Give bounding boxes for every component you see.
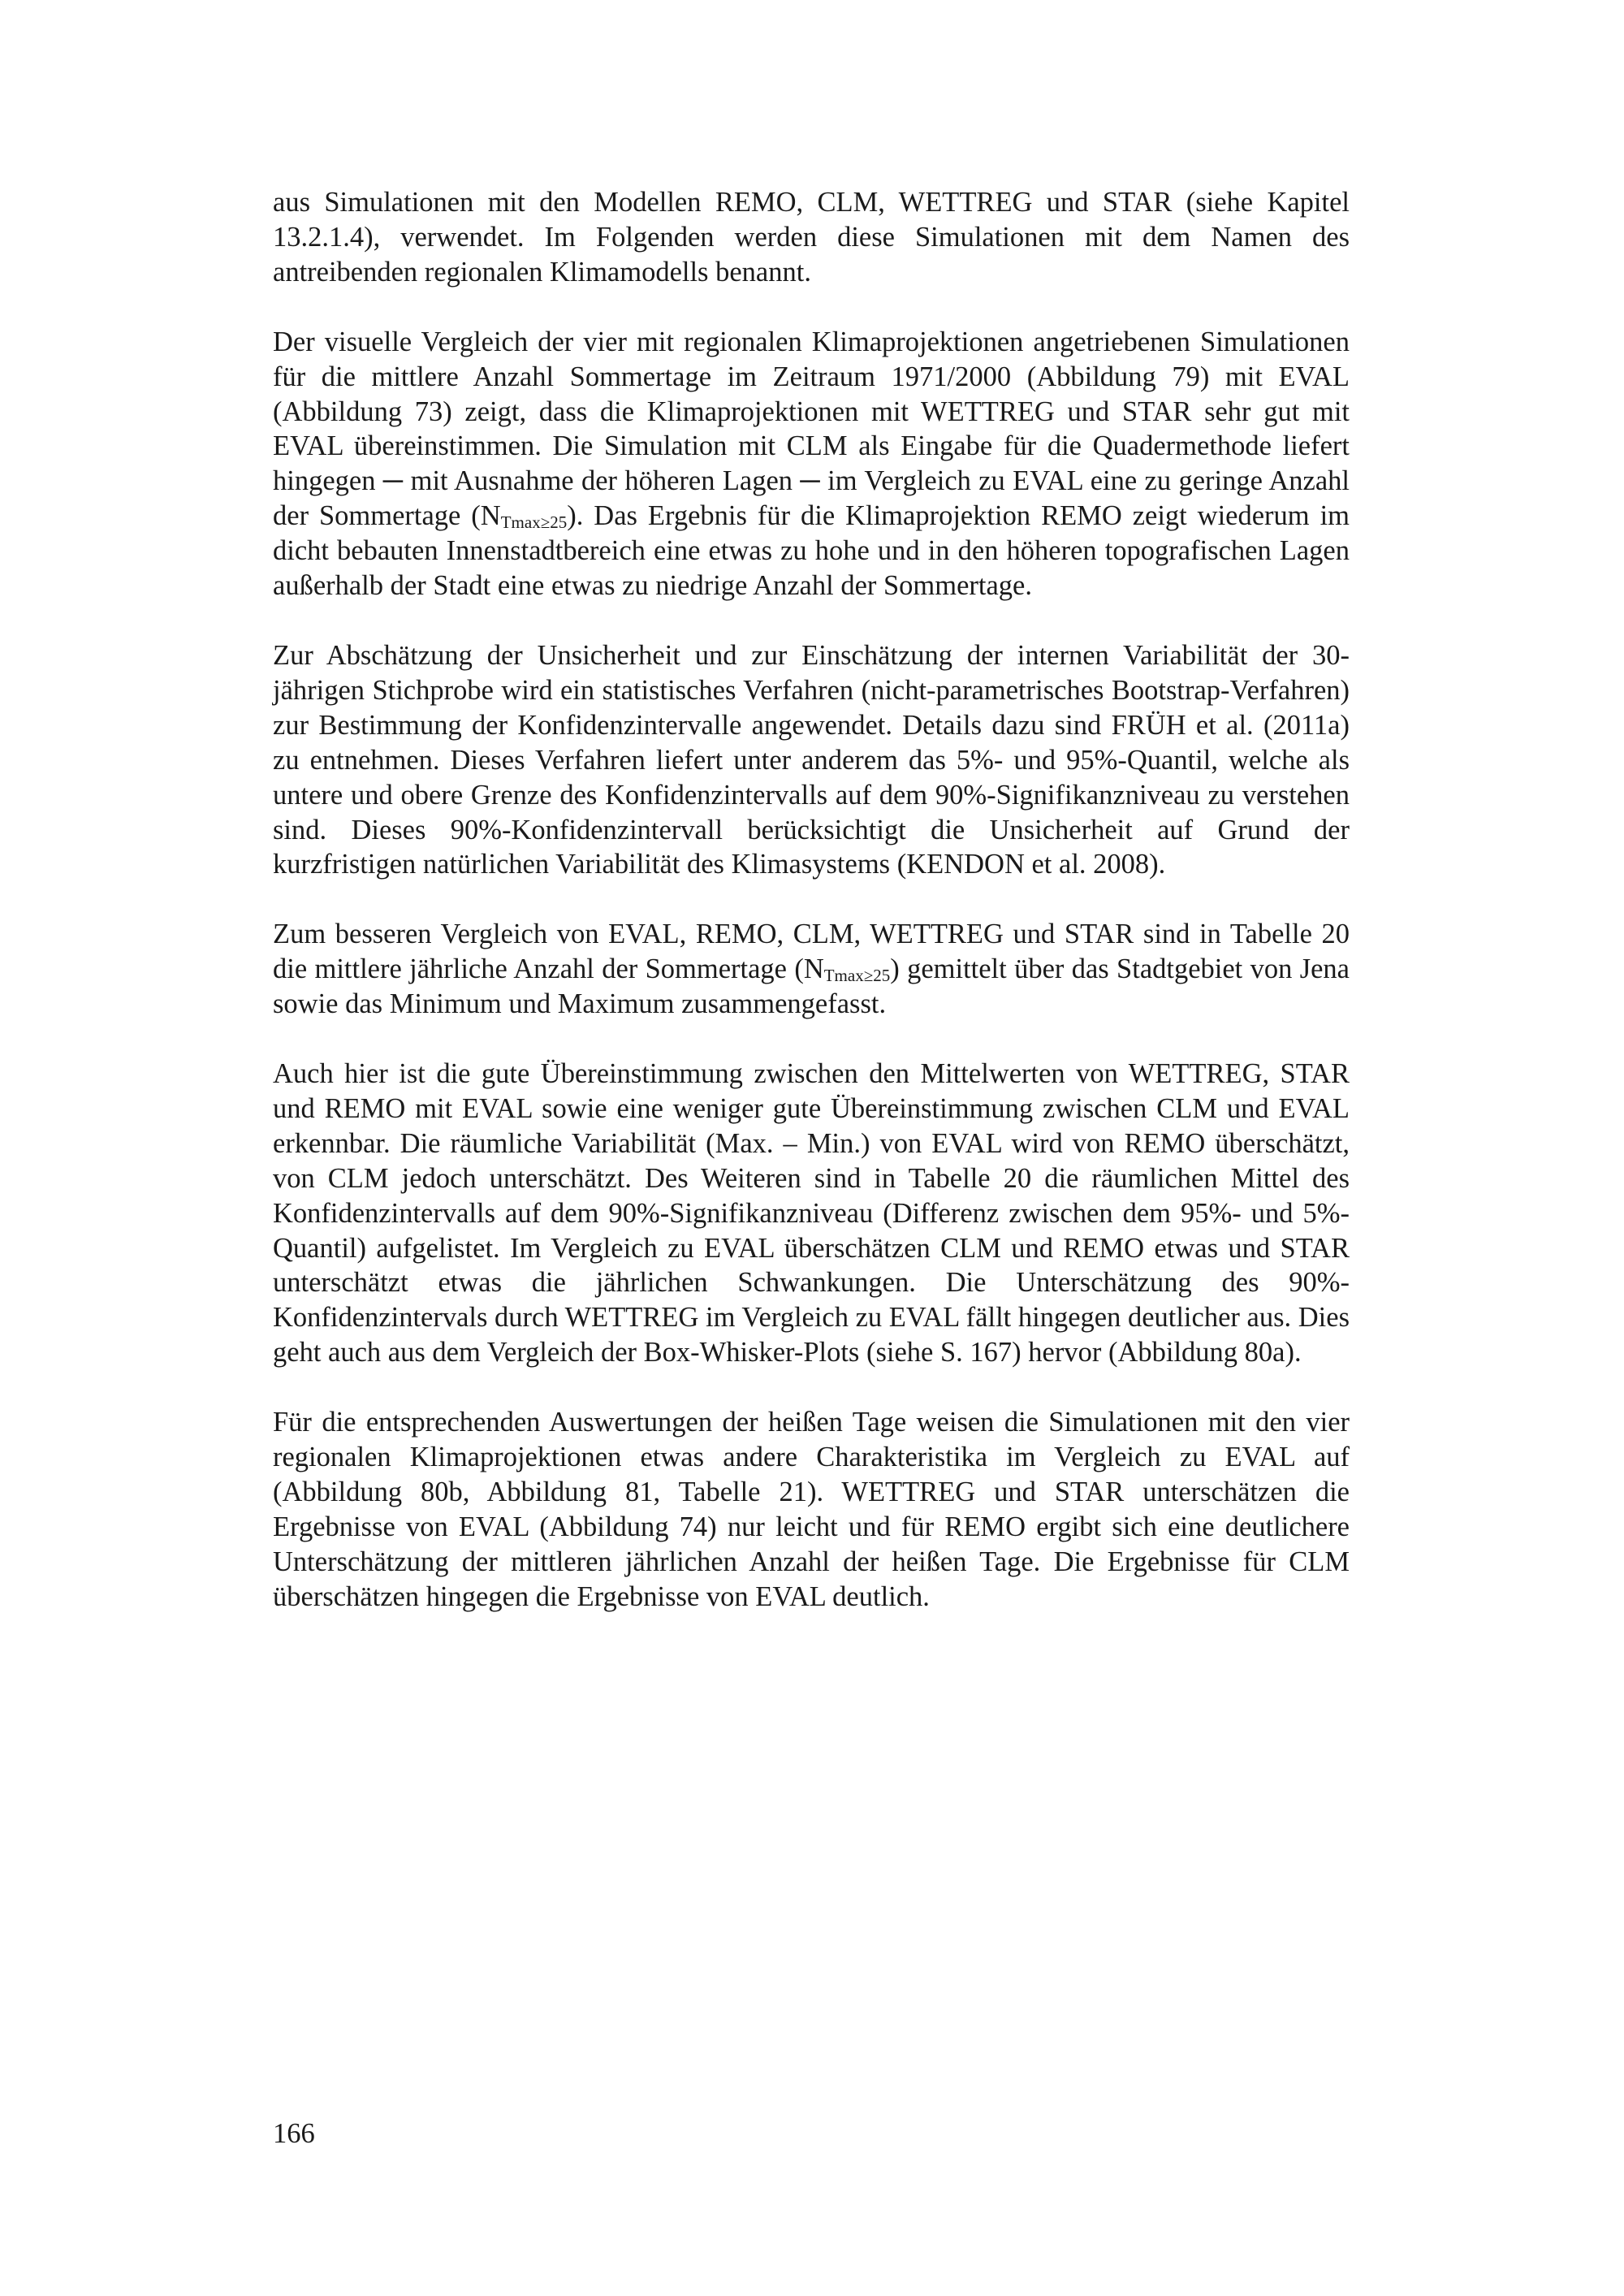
paragraph-2 [273, 325, 1350, 603]
subscript-tmax25: Tmax≥25 [500, 512, 568, 533]
paragraph-text: Für die entsprechenden Auswertungen der heißen Tage weisen die Simulationen mit den vier regionalen Klimaprojektionen etwas andere Charakteristika im Vergleich zu EVAL auf (Abbildung 80b, Abbildung 81, Tabelle 21). WETTREG und STAR unterschätzen die Ergebnisse von EVAL (Abbildung 74) nur leicht und für REMO ergibt sich eine deutlichere Unterschätzung der mittleren jährlichen Anzahl der heißen Tage. Die Ergebnisse für CLM überschätzen hingegen die Ergebnisse von EVAL deutlich. [273, 1407, 1350, 1612]
paragraph-6 [273, 1405, 1350, 1614]
paragraph-text: ) gemittelt über das Stadtgebiet von Jena sowie das Minimum und Maximum zusammengefasst. [273, 953, 1350, 1020]
paragraph-text: Zum besseren Vergleich von EVAL, REMO, CLM, WETTREG und STAR sind in Tabelle 20 die mittlere jährliche Anzahl der Sommertage (N [273, 919, 1350, 985]
paragraph-text: Zur Abschätzung der Unsicherheit und zur Einschätzung der internen Variabilität der 30-jährigen Stichprobe wird ein statistisches Verfahren (nicht-parametrisches Bootstrap-Verfahren) zur Bestimmung der Konfidenzintervalle angewendet. Details dazu sind FRÜH et al. (2011a) zu entnehmen. Dieses Verfahren liefert unter anderem das 5%- und 95%-Quantil, welche als untere und obere Grenze des Konfidenzintervalls auf dem 90%-Signifikanzniveau zu verstehen sind. Dieses 90%-Konfidenzintervall berücksichtigt die Unsicherheit auf Grund der kurzfristigen natürlichen Variabilität des Klimasystems (KENDON et al. 2008). [273, 639, 1350, 880]
paragraph-text: Der visuelle Vergleich der vier mit regionalen Klimaprojektionen angetriebenen Simulationen für die mittlere Anzahl Sommertage im Zeitraum 1971/2000 (Abbildung 79) mit EVAL (Abbildung 73) zeigt, dass die Klimaprojektionen mit WETTREG und STAR sehr gut mit EVAL übereinstimmen. Die Simulation mit CLM als Eingabe für die Quadermethode liefert hingegen ─ mit Ausnahme der höheren Lagen ─ im Vergleich zu EVAL eine zu geringe Anzahl der Sommertage (N [273, 326, 1350, 532]
subscript-tmax25: Tmax≥25 [823, 966, 891, 986]
paragraph-text: Auch hier ist die gute Übereinstimmung zwischen den Mittelwerten von WETTREG, STAR und REMO mit EVAL sowie eine weniger gute Übereinstimmung zwischen CLM und EVAL erkennbar. Die räumliche Variabilität (Max. – Min.) von EVAL wird von REMO überschätzt, von CLM jedoch unterschätzt. Des Weiteren sind in Tabelle 20 die räumlichen Mittel des Konfidenzintervalls auf dem 90%-Signifikanzniveau (Differenz zwischen dem 95%- und 5%-Quantil) aufgelistet. Im Vergleich zu EVAL überschätzen CLM und REMO etwas und STAR unterschätzt etwas die jährlichen Schwankungen. Die Unterschätzung des 90%-Konfidenzintervals durch WETTREG im Vergleich zu EVAL fällt hingegen deutlicher aus. Dies geht auch aus dem Vergleich der Box-Whisker-Plots (siehe S. 167) hervor (Abbildung 80a). [273, 1058, 1350, 1369]
paragraph-text: ). Das Ergebnis für die Klimaprojektion REMO zeigt wiederum im dicht bebauten Innenstadtbereich eine etwas zu hohe und in den höheren topografischen Lagen außerhalb der Stadt eine etwas zu niedrige Anzahl der Sommertage. [273, 500, 1350, 602]
body-text [273, 185, 1350, 1650]
page-number: 166 [273, 2118, 315, 2149]
paragraph-5 [273, 1057, 1350, 1370]
paragraph-3 [273, 638, 1350, 882]
paragraph-1 [273, 185, 1350, 290]
paragraph-4 [273, 917, 1350, 1022]
paragraph-text: aus Simulationen mit den Modellen REMO, CLM, WETTREG und STAR (siehe Kapitel 13.2.1.4), verwendet. Im Folgenden werden diese Simulationen mit dem Namen des antreibenden regionalen Klimamodells benannt. [273, 187, 1350, 288]
